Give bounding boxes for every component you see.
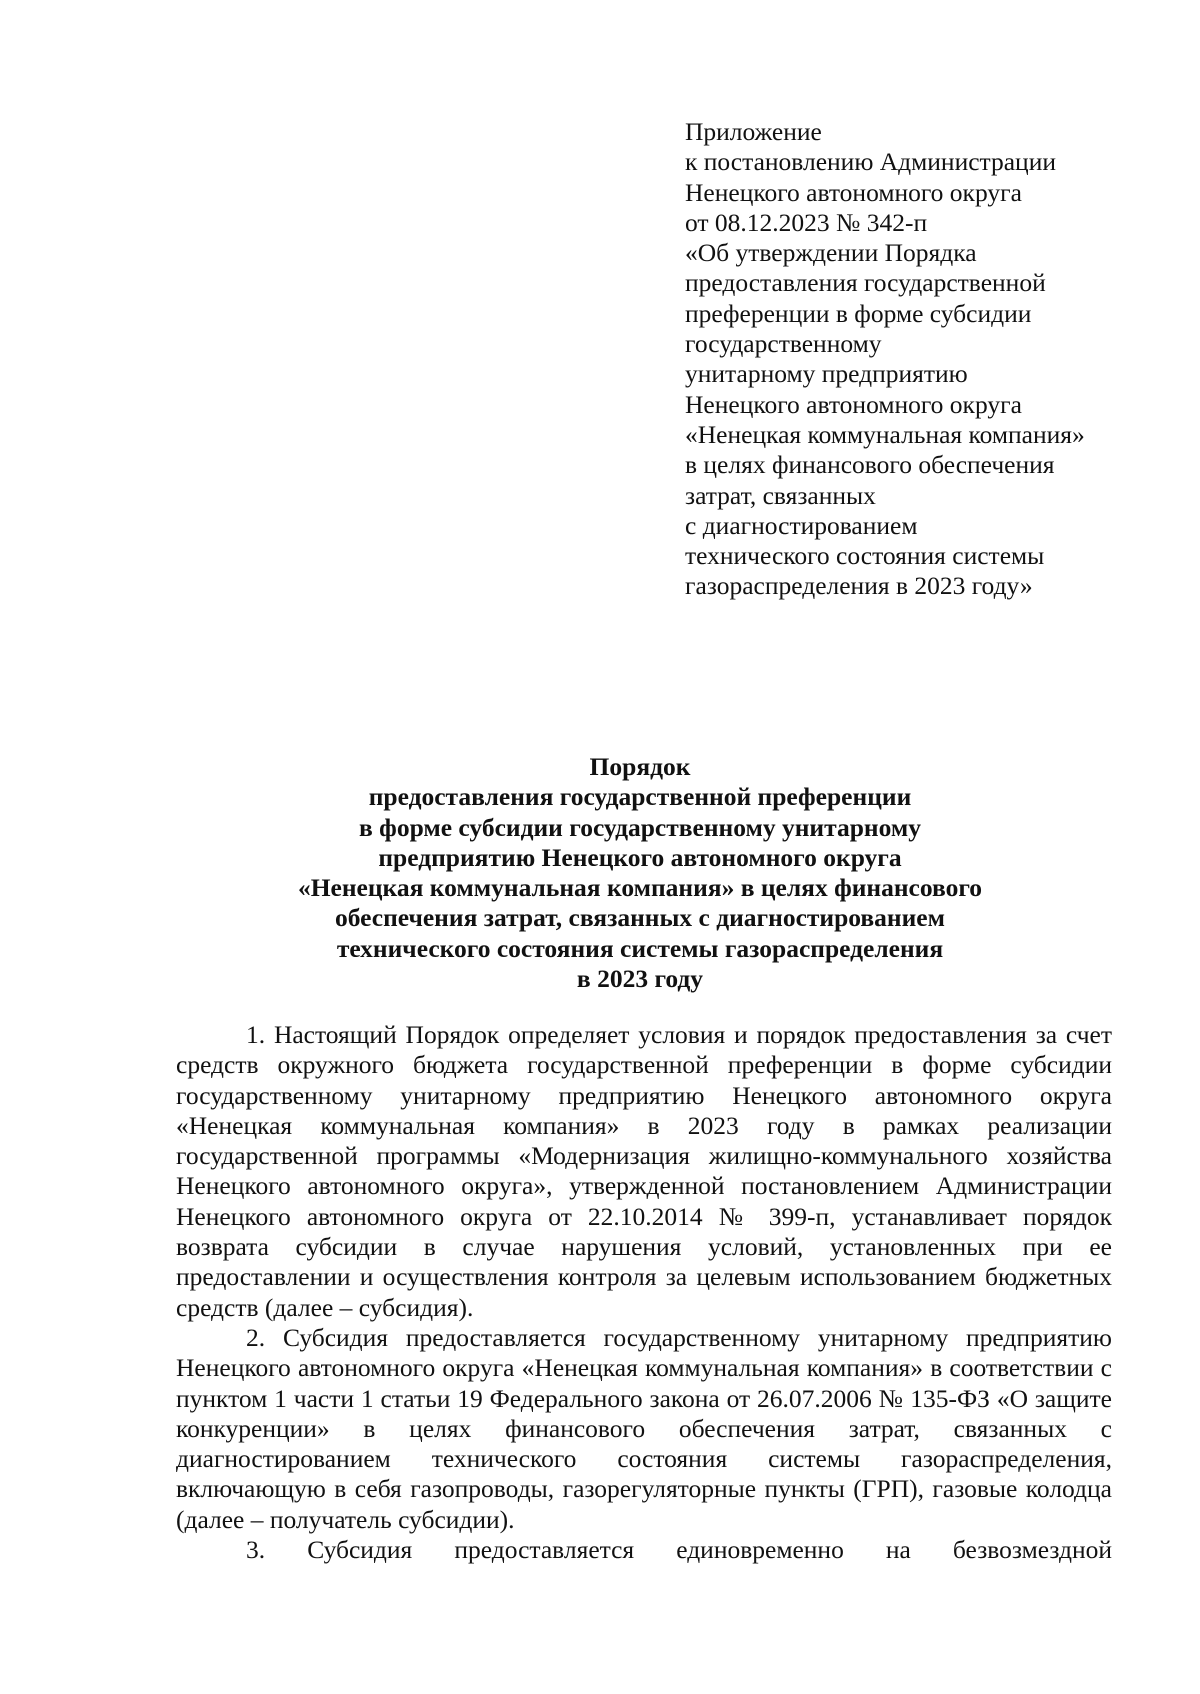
appendix-line: к постановлению Администрации [685, 147, 1056, 177]
appendix-line: технического состояния системы [685, 541, 1045, 571]
appendix-line: газораспределения в 2023 году» [685, 571, 1033, 601]
title-line: предоставления государственной преференции [368, 782, 912, 812]
appendix-line: Приложение [685, 117, 822, 146]
title-line: обеспечения затрат, связанных с диагностированием [335, 903, 945, 933]
document-body [176, 1020, 1112, 1565]
appendix-header [685, 117, 1155, 602]
appendix-line: предоставления государственной [685, 268, 1046, 298]
title-line: в 2023 году [576, 964, 704, 994]
appendix-line: унитарному предприятию [685, 359, 968, 389]
title-line: технического состояния системы газораспределения [336, 933, 944, 963]
title-line: «Ненецкая коммунальная компания» в целях финансового [297, 873, 983, 903]
paragraph-3: 3. Субсидия предоставляется единовременно на безвозмездной [246, 1535, 1112, 1565]
title-line: предприятию Ненецкого автономного округа [378, 842, 902, 872]
appendix-line: затрат, связанных [685, 480, 876, 510]
appendix-line: преференции в форме субсидии [685, 298, 1032, 328]
appendix-line: «Ненецкая коммунальная компания» [685, 419, 1085, 449]
title-line: Порядок [589, 752, 691, 781]
appendix-line: государственному [685, 329, 882, 359]
paragraph-2: 2. Субсидия предоставляется государственному унитарному предприятию Ненецкого автономного округа «Ненецкая коммунальная компания» в соответствии с пунктом 1 части 1 статьи 19 Федерального закона от 26.07.2006 № 135-ФЗ «О защите конкуренции» в целях финансового обеспечения затрат, связанных с диагностированием технического состояния системы газораспределения, включающую в себя газопроводы, газорегуляторные пункты (ГРП), газовые колодца (далее – получатель субсидии). [176, 1322, 1112, 1534]
appendix-line: Ненецкого автономного округа [685, 177, 1022, 207]
paragraph-1: 1. Настоящий Порядок определяет условия и порядок предоставления за счет средств окружного бюджета государственной преференции в форме субсидии государственному унитарному предприятию Ненецкого автономного округа «Ненецкая коммунальная компания» в 2023 году в рамках реализации государственной программы «Модернизация жилищно-коммунального хозяйства Ненецкого автономного округа», утвержденной постановлением Администрации Ненецкого автономного округа от 22.10.2014 № 399-п, устанавливает порядок возврата субсидии в случае нарушения условий, установленных при ее предоставлении и осуществления контроля за целевым использованием бюджетных средств (далее – субсидия). [176, 1020, 1112, 1322]
document-title [160, 752, 1120, 994]
appendix-line: «Об утверждении Порядка [685, 238, 977, 268]
title-line: в форме субсидии государственному унитарному [359, 812, 921, 842]
appendix-line: в целях финансового обеспечения [685, 450, 1055, 480]
appendix-line: Ненецкого автономного округа [685, 389, 1022, 419]
appendix-line: с диагностированием [685, 510, 918, 540]
appendix-line: от 08.12.2023 № 342-п [685, 207, 928, 237]
